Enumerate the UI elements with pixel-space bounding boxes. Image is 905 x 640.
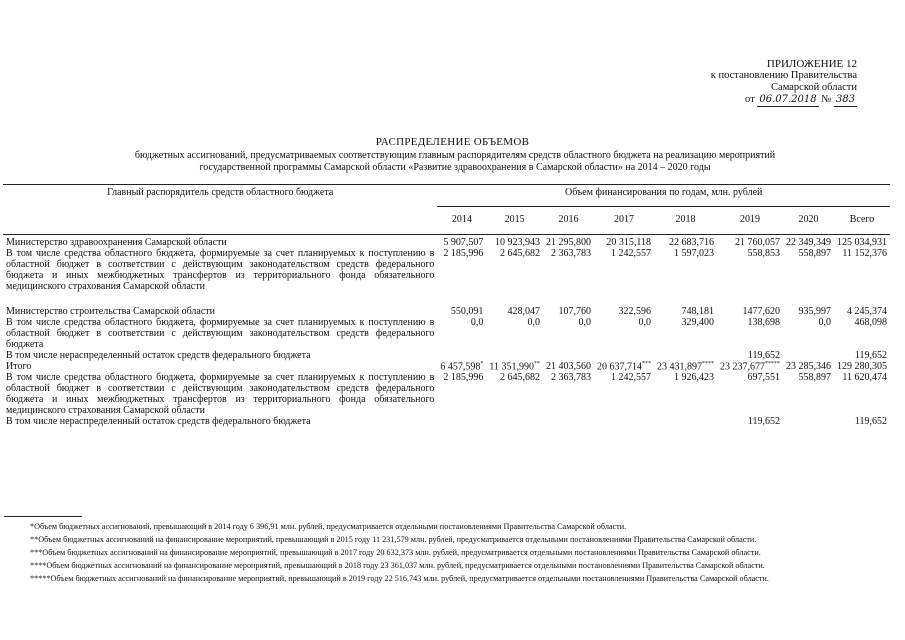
cell-value — [834, 416, 890, 427]
cell-text: 748,181 — [681, 306, 714, 317]
cell-value — [717, 350, 783, 361]
appendix-date-line — [677, 94, 857, 107]
cell-text: 119,652 — [854, 350, 887, 361]
cell-value — [717, 317, 783, 350]
header-total: Всего — [849, 214, 875, 225]
footnote-marker: **** — [702, 361, 714, 367]
footnote-marker: ** — [534, 361, 540, 367]
cell-text: 0,0 — [470, 317, 484, 328]
cell-text: 2 645,682 — [500, 248, 540, 259]
cell-value — [594, 248, 654, 292]
cell-value — [543, 350, 594, 361]
cell-value — [594, 372, 654, 416]
cell-value — [654, 350, 717, 361]
cell-value — [717, 248, 783, 292]
cell-text: 11 152,376 — [842, 248, 887, 259]
cell-value — [543, 292, 594, 317]
footnote-marker: ***** — [765, 361, 780, 367]
budget-table — [3, 184, 890, 427]
footnotes — [30, 520, 890, 585]
cell-value — [437, 292, 486, 317]
cell-value — [437, 248, 486, 292]
cell-text: 2 645,682 — [500, 372, 540, 384]
cell-value — [486, 372, 543, 416]
cell-text: 2 185,996 — [443, 372, 484, 384]
cell-text: 23 285,346 — [786, 361, 831, 372]
cell-text: 0,0 — [818, 317, 831, 328]
header-year: 2019 — [740, 214, 760, 225]
cell-value — [783, 416, 834, 427]
table-row — [3, 317, 890, 350]
cell-text: 20 315,118 — [606, 237, 651, 248]
cell-text: 558,897 — [798, 372, 831, 384]
header-year: 2016 — [558, 214, 579, 225]
row-label: Итого — [6, 361, 32, 372]
table-header-row — [3, 185, 890, 207]
footnote: ****Объем бюджетных ассигнований на финансирование мероприятий, превышающий в 2018 году 23 361,037 млн. рублей, предусматривается отдельными постановлениями Правительства Самарской области. — [30, 561, 765, 570]
cell-value — [543, 235, 594, 249]
cell-text: 1 926,423 — [674, 372, 714, 384]
cell-value — [654, 416, 717, 427]
cell-value — [486, 350, 543, 361]
table-row — [3, 416, 890, 427]
cell-value — [437, 350, 486, 361]
cell-value — [717, 292, 783, 317]
cell-text: 20 637,714 — [597, 361, 642, 373]
footnote: *Объем бюджетных ассигнований, превышающий в 2014 году 6 396,91 млн. рублей, предусматривается отдельными постановлениями Правительства Самарской области. — [30, 522, 627, 531]
cell-text: 2 185,996 — [443, 248, 484, 259]
cell-text: 21 760,057 — [735, 237, 780, 248]
cell-text: 428,047 — [507, 306, 540, 317]
cell-text: 329,400 — [681, 317, 714, 328]
row-label: Министерство здравоохранения Самарской области — [6, 237, 227, 248]
cell-text: 2 363,783 — [551, 372, 591, 384]
cell-value — [783, 350, 834, 361]
cell-value — [834, 350, 890, 361]
cell-text: 1 242,557 — [611, 372, 651, 384]
cell-text: 119,652 — [747, 350, 780, 361]
footnote: *****Объем бюджетных ассигнований на финансирование мероприятий, превышающий в 2019 году 22 516,743 млн. рублей, предусматривается отдельными постановлениями Правительства Самарской области. — [30, 574, 769, 583]
header-distributor: Главный распорядитель средств областного бюджета — [107, 187, 334, 198]
cell-value — [717, 416, 783, 427]
cell-text: 0,0 — [638, 317, 651, 328]
cell-value — [437, 317, 486, 350]
cell-text: 6 457,598 — [440, 361, 481, 373]
cell-text: 125 034,931 — [837, 237, 887, 248]
cell-value — [783, 235, 834, 249]
cell-text: 11 620,474 — [842, 372, 887, 384]
cell-text: 1477,620 — [742, 306, 780, 317]
cell-text: 550,091 — [450, 306, 484, 317]
header-year: 2015 — [504, 214, 525, 225]
cell-value — [543, 372, 594, 416]
table-row — [3, 361, 890, 372]
cell-text: 107,760 — [558, 306, 591, 317]
cell-value — [834, 361, 890, 372]
footnote-divider — [4, 516, 82, 517]
appendix-title: ПРИЛОЖЕНИЕ 12 — [766, 58, 857, 70]
cell-text: 22 683,716 — [669, 237, 714, 248]
cell-value — [834, 292, 890, 317]
cell-value — [717, 372, 783, 416]
row-label: В том числе средства областного бюджета, формируемые за счет планируемых к поступлению в областной бюджет в соответствии с действующим законодательством средств федерального бюджета и иных межбюджетных трансфертов из территориального фонда обязательного медицинского страхования Самарской области — [6, 372, 435, 417]
header-year: 2020 — [798, 214, 819, 225]
cell-value — [437, 416, 486, 427]
cell-text: 5 907,507 — [443, 237, 484, 248]
cell-text: 1 242,557 — [611, 248, 651, 259]
cell-value — [717, 235, 783, 249]
cell-value — [654, 292, 717, 317]
cell-text: 22 349,349 — [786, 237, 831, 248]
cell-value — [594, 416, 654, 427]
cell-value — [654, 317, 717, 350]
number-value: 383 — [835, 94, 855, 105]
cell-text: 21 403,560 — [546, 361, 591, 372]
table-row — [3, 292, 890, 317]
cell-text: 4 245,374 — [847, 306, 887, 317]
cell-text: 0,0 — [527, 317, 540, 328]
cell-value — [834, 248, 890, 292]
row-label: Министерство строительства Самарской области — [6, 306, 216, 317]
cell-value — [437, 361, 486, 372]
row-label: В том числе нераспределенный остаток средств федерального бюджета — [6, 416, 311, 428]
cell-text: 119,652 — [747, 416, 780, 428]
cell-value — [783, 361, 834, 372]
cell-value — [594, 292, 654, 317]
table-body — [3, 235, 890, 428]
number-prefix: № — [821, 94, 832, 105]
cell-value — [654, 235, 717, 249]
row-label: В том числе нераспределенный остаток средств федерального бюджета — [6, 350, 311, 361]
cell-value — [543, 416, 594, 427]
cell-text: 0,0 — [578, 317, 591, 328]
cell-text: 129 280,305 — [837, 361, 887, 372]
appendix-header — [677, 58, 857, 107]
table-row — [3, 372, 890, 416]
cell-value — [654, 372, 717, 416]
footnote-marker: *** — [642, 361, 651, 367]
cell-text: 697,551 — [747, 372, 780, 384]
cell-value — [486, 248, 543, 292]
cell-value — [437, 372, 486, 416]
cell-value — [654, 248, 717, 292]
cell-text: 468,098 — [854, 317, 887, 328]
cell-text: 1 597,023 — [674, 248, 714, 259]
table-row — [3, 235, 890, 249]
appendix-line2: Самарской области — [771, 82, 857, 93]
cell-text: 23 237,677 — [720, 361, 765, 373]
cell-text: 21 295,800 — [546, 237, 591, 248]
cell-text: 138,698 — [747, 317, 780, 328]
cell-text: 10 923,943 — [495, 237, 540, 248]
cell-text: 119,652 — [854, 416, 887, 428]
cell-value — [594, 317, 654, 350]
cell-value — [783, 248, 834, 292]
table-row — [3, 350, 890, 361]
cell-value — [594, 235, 654, 249]
row-label: В том числе средства областного бюджета, формируемые за счет планируемых к поступлению в областной бюджет в соответствии с действующим законодательством средств федерального бюджета и иных межбюджетных трансфертов из территориального фонда обязательного медицинского страхования Самарской области — [6, 248, 435, 292]
cell-value — [594, 350, 654, 361]
appendix-line1: к постановлению Правительства — [710, 70, 857, 81]
date-prefix: от — [745, 94, 755, 105]
cell-value — [437, 235, 486, 249]
cell-value — [486, 361, 543, 372]
cell-text: 558,897 — [798, 248, 831, 259]
cell-text: 935,997 — [798, 306, 831, 317]
footnote-marker: * — [480, 361, 484, 367]
table-row — [3, 248, 890, 292]
cell-value — [834, 372, 890, 416]
row-label: В том числе средства областного бюджета, формируемые за счет планируемых к поступлению в областной бюджет в соответствии с действующим законодательством средств федерального бюджета — [6, 317, 435, 350]
cell-value — [486, 292, 543, 317]
cell-text: 23 431,897 — [657, 361, 702, 373]
cell-value — [783, 372, 834, 416]
header-year: 2014 — [451, 214, 472, 225]
cell-value — [783, 317, 834, 350]
date-value: 06.07.2018 — [759, 94, 817, 105]
cell-text: 2 363,783 — [551, 248, 591, 259]
cell-text: 322,596 — [618, 306, 651, 317]
header-year: 2017 — [614, 214, 634, 225]
cell-value — [594, 361, 654, 372]
header-year: 2018 — [675, 214, 696, 225]
cell-value — [486, 235, 543, 249]
footnote: **Объем бюджетных ассигнований на финансирование мероприятий, превышающий в 2015 году 11 231,579 млн. рублей, предусматривается отдельными постановлениями Правительства Самарской области. — [30, 535, 757, 544]
cell-value — [654, 361, 717, 372]
cell-text: 558,853 — [747, 248, 780, 259]
cell-text: 11 351,990 — [489, 361, 534, 373]
cell-value — [834, 317, 890, 350]
cell-value — [717, 361, 783, 372]
cell-value — [834, 235, 890, 249]
document-subtitle: бюджетных ассигнований, предусматриваемых соответствующим главным распорядителям средств областного бюджета на реализацию мероприятий государственной программы Самарской области «Развитие здравоохранения в Самарской области» на 2014 – 2020 годы — [134, 150, 776, 173]
cell-value — [486, 416, 543, 427]
document-title: РАСПРЕДЕЛЕНИЕ ОБЪЕМОВ — [375, 136, 530, 148]
cell-value — [543, 361, 594, 372]
footnote: ***Объем бюджетных ассигнований на финансирование мероприятий, превышающий в 2017 году 20 632,373 млн. рублей, предусматривается отдельными постановлениями Правительства Самарской области. — [30, 548, 761, 557]
cell-value — [486, 317, 543, 350]
cell-value — [783, 292, 834, 317]
cell-value — [543, 317, 594, 350]
cell-value — [543, 248, 594, 292]
header-financing: Объем финансирования по годам, млн. рублей — [437, 185, 890, 207]
